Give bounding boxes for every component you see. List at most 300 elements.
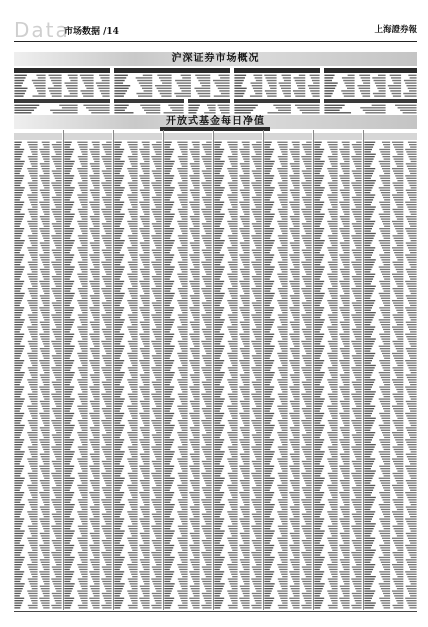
table-cell-text [53,252,62,253]
table-cell-text [80,530,88,531]
table-cell-text [14,242,23,243]
table-cell-text [53,372,61,373]
table-cell-text [156,523,162,524]
table-cell-text [164,362,173,363]
table-cell-text [114,415,123,416]
table-cell-text [182,312,187,313]
table-cell-text [278,473,288,474]
table-cell-text [78,526,88,527]
table-cell-text [204,518,212,519]
table-cell-text [231,348,238,349]
table-cell-text [92,432,100,433]
table-cell-text [264,535,272,536]
table-cell-text [182,550,187,551]
table-cell-text [44,146,50,147]
table-cell-text [164,326,171,327]
table-cell-text [243,185,249,186]
table-cell-text [127,406,137,407]
table-cell-text [214,581,220,582]
table-cell-text [244,346,249,347]
table-cell-text [164,494,173,495]
table-cell-text [78,578,88,579]
table-cell-text [164,391,172,392]
table-cell-text [214,569,219,570]
table-cell-text [189,149,199,150]
table-cell-text [53,278,62,279]
table-cell-text [32,418,37,419]
section-title: 市场数据 /14 [64,27,119,37]
table-cell-text [114,518,124,519]
table-cell-text [44,346,49,347]
table-cell-text [264,504,274,505]
table-cell-text [372,77,385,78]
table-cell-text [231,230,237,231]
table-cell-text [105,310,112,311]
table-cell-text [232,576,237,577]
table-cell-text [206,418,212,419]
table-cell-text [151,526,161,527]
table-cell-text [214,374,223,375]
table-cell-text [132,338,137,339]
table-cell-text [44,319,49,320]
table-cell-text [40,151,49,152]
table-cell-text [30,466,37,467]
table-cell-text [103,569,112,570]
table-cell-text [143,581,149,582]
table-cell-text [81,494,87,495]
table-cell-text [30,451,38,452]
table-cell-text [256,602,262,603]
table-cell-text [180,492,187,493]
table-cell-text [204,466,212,467]
table-cell-text [40,533,50,534]
table-cell-text [306,458,311,459]
table-cell-text [303,490,312,491]
table-cell-text [53,530,61,531]
table-cell-text [264,271,272,272]
table-cell-text [55,588,61,589]
table-cell-text [42,590,50,591]
table-cell-text [254,454,261,455]
table-cell-text [182,350,188,351]
table-cell-text [129,226,137,227]
table-cell-text [254,216,261,217]
table-cell-text [14,295,23,296]
table-cell-text [141,233,149,234]
table-cell-text [164,511,171,512]
table-cell-text [204,386,212,387]
table-cell-text [91,444,99,445]
table-cell-text [103,490,112,491]
table-cell-text [101,93,110,94]
table-cell-text [30,281,37,282]
table-cell-text [154,439,162,440]
table-cell-text [139,571,149,572]
table-cell-text [64,245,72,246]
table-cell-text [64,199,69,200]
table-cell-text [252,487,262,488]
table-cell-text [114,343,120,344]
table-cell-text [278,288,288,289]
table-cell-text [114,391,122,392]
table-cell-text [264,598,274,599]
table-cell-text [64,346,74,347]
table-cell-text [40,454,50,455]
table-cell-text [139,228,149,229]
table-cell-text [142,209,149,210]
table-cell-text [264,413,274,414]
table-cell-text [252,382,262,383]
table-cell-text [91,470,99,471]
table-cell-text [94,331,100,332]
table-cell-text [132,286,137,287]
table-cell-text [153,410,162,411]
table-cell-text [14,276,20,277]
table-cell-text [14,562,22,563]
table-cell-text [30,175,37,176]
table-cell-text [264,559,273,560]
table-cell-text [142,552,149,553]
table-cell-text [304,439,312,440]
table-cell-text [231,454,238,455]
table-cell-text [303,199,312,200]
table-cell-text [27,221,37,222]
table-cell-text [194,583,199,584]
table-cell-text [290,230,299,231]
table-cell-text [153,240,161,241]
table-cell-text [264,389,273,390]
table-cell-text [105,245,111,246]
table-cell-text [29,490,37,491]
table-cell-text [144,583,149,584]
table-cell-text [114,470,122,471]
table-cell-text [114,142,121,143]
table-cell-text [230,293,238,294]
table-cell-text [191,377,200,378]
table-cell-text [14,173,19,174]
table-cell-text [280,360,287,361]
table-cell-text [204,427,211,428]
table-cell-text [155,415,162,416]
table-cell-text [164,422,170,423]
table-cell-text [290,163,300,164]
table-cell-text [201,446,211,447]
table-cell-text [278,250,287,251]
table-cell-text [279,516,287,517]
table-cell-text [82,166,88,167]
table-cell-text [164,542,169,543]
table-cell-text [189,202,199,203]
table-cell-text [52,528,61,529]
table-cell-text [192,235,199,236]
table-cell-text [324,77,333,78]
table-cell-text [153,437,162,438]
table-cell-text [64,312,72,313]
table-cell-text [204,112,215,113]
table-cell-text [94,187,99,188]
table-cell-text [132,298,138,299]
table-cell-text [78,262,88,263]
table-cell-text [114,456,122,457]
table-cell-text [29,516,37,517]
table-cell-text [232,180,237,181]
table-cell-text [190,322,200,323]
table-cell-text [189,360,199,361]
table-cell-text [280,425,288,426]
table-cell-text [103,478,111,479]
table-cell-text [114,492,124,493]
table-cell-text [28,461,37,462]
table-cell-text [214,324,222,325]
table-cell-text [203,278,212,279]
table-cell-text [279,252,287,253]
table-cell-text [214,456,222,457]
table-cell-text [264,370,270,371]
table-cell-text [227,458,237,459]
table-cell-text [14,502,20,503]
table-cell-text [114,105,128,106]
table-cell-text [48,88,62,89]
table-cell-text [142,142,150,143]
table-cell-text [281,283,287,284]
table-cell-text [64,490,69,491]
table-cell-text [264,550,272,551]
table-cell-text [360,107,385,108]
table-cell-text [14,432,21,433]
table-cell-text [205,362,212,363]
table-cell-text [154,466,162,467]
table-cell-text [164,197,170,198]
table-cell-text [304,175,312,176]
table-cell-text [102,528,111,529]
table-cell-text [254,307,262,308]
table-cell-text [281,427,288,428]
table-cell-text [79,146,87,147]
table-cell-text [92,142,100,143]
table-cell-text [31,574,37,575]
table-cell-text [230,583,238,584]
table-cell-text [251,578,261,579]
table-cell-text [278,566,287,567]
table-cell-text [304,427,311,428]
table-cell-text [80,281,87,282]
table-cell-text [64,214,74,215]
table-cell-text [264,168,271,169]
table-cell-text [154,175,162,176]
table-cell-text [80,478,88,479]
table-cell-text [240,586,250,587]
table-cell-text [139,466,149,467]
table-cell-text [214,95,230,96]
table-cell-text [191,497,199,498]
table-cell-text [29,595,37,596]
table-cell-text [256,206,262,207]
table-cell-text [151,420,161,421]
table-cell-text [242,538,250,539]
table-cell-text [190,415,199,416]
table-cell-text [64,552,71,553]
table-cell-text [104,401,111,402]
table-cell-text [279,358,287,359]
table-cell-text [30,346,38,347]
table-cell-text [94,161,99,162]
table-cell-text [192,511,200,512]
table-cell-text [114,422,120,423]
table-cell-text [264,266,274,267]
table-cell-text [304,545,312,546]
table-cell-text [264,338,272,339]
table-cell-text [164,240,174,241]
table-cell-text [44,226,50,227]
table-cell-text [164,269,173,270]
table-cell-text [180,88,191,89]
table-cell-text [280,557,288,558]
table-cell-text [28,197,37,198]
table-cell-text [282,588,288,589]
table-cell-text [64,278,69,279]
table-cell-text [132,206,137,207]
table-cell-text [231,401,238,402]
table-cell-text [130,281,137,282]
table-cell-text [191,298,200,299]
table-cell-text [244,214,249,215]
table-cell-text [215,82,230,83]
table-cell-text [206,458,211,459]
table-cell-text [230,175,237,176]
table-cell-text [160,93,172,94]
table-cell-text [114,161,124,162]
table-cell-text [14,598,24,599]
table-cell-text [214,372,224,373]
table-cell-text [140,442,149,443]
table-cell-text [43,290,49,291]
table-cell-text [244,266,249,267]
table-cell-text [81,362,87,363]
table-cell-text [30,439,37,440]
table-cell-text [214,578,221,579]
table-cell-text [264,295,273,296]
table-cell-text [229,607,238,608]
table-cell-text [64,523,72,524]
table-cell-text [214,521,223,522]
table-cell-text [77,485,87,486]
table-cell-text [182,576,187,577]
table-cell-text [152,540,162,541]
table-cell-text [164,475,170,476]
table-cell-text [164,439,174,440]
table-cell-text [214,420,221,421]
table-cell-text [234,77,245,78]
table-cell-text [214,142,221,143]
table-cell-text [243,514,250,515]
table-cell-text [204,545,212,546]
table-cell-text [206,154,212,155]
table-cell-text [40,242,50,243]
table-cell-text [14,238,20,239]
table-cell-text [82,602,87,603]
table-cell-text [228,461,237,462]
table-cell-text [164,564,171,565]
table-cell-text [294,516,300,517]
table-cell-text [241,509,250,510]
table-cell-text [114,509,122,510]
table-cell-text [230,266,238,267]
table-cell-text [164,264,170,265]
table-cell-text [203,331,212,332]
table-cell-text [301,446,311,447]
table-cell-text [164,413,174,414]
table-cell-text [290,415,299,416]
table-cell-text [281,204,287,205]
table-cell-text [293,329,300,330]
table-cell-text [190,427,200,428]
table-cell-text [240,216,250,217]
table-cell-text [278,302,287,303]
table-cell-text [105,298,111,299]
table-cell-text [64,293,74,294]
table-cell-text [214,370,220,371]
table-cell-text [179,226,187,227]
table-cell-text [303,161,311,162]
table-cell-text [202,185,211,186]
table-cell-text [82,192,88,193]
table-cell-text [191,576,199,577]
table-cell-text [177,590,187,591]
table-cell-text [180,386,187,387]
table-cell-text [252,528,261,529]
table-cell-text [177,511,187,512]
table-cell-text [64,449,70,450]
table-cell-text [305,324,311,325]
table-cell-text [231,559,238,560]
table-cell-text [310,90,319,91]
sub-block-head-1 [14,99,110,103]
table-cell-text [43,382,50,383]
table-cell-text [242,590,250,591]
table-cell-text [181,257,187,258]
table-cell-text [264,307,274,308]
table-cell-text [130,240,138,241]
table-cell-text [153,490,162,491]
table-cell-text [214,211,220,212]
table-cell-text [28,434,37,435]
table-cell-text [243,607,249,608]
table-cell-text [214,163,223,164]
table-cell-text [190,547,199,548]
table-cell-text [78,487,87,488]
table-cell-text [206,286,212,287]
table-cell-text [128,209,138,210]
table-cell-text [114,250,120,251]
table-cell-text [264,269,273,270]
table-cell-text [153,161,161,162]
table-cell-text [56,576,62,577]
table-cell-text [179,278,187,279]
table-cell-text [131,178,137,179]
table-cell-text [264,485,271,486]
table-cell-text [114,336,123,337]
table-cell-text [114,214,124,215]
table-cell-text [144,214,149,215]
table-cell-text [214,336,223,337]
table-cell-text [264,454,273,455]
table-cell-text [193,540,200,541]
table-cell-text [44,425,49,426]
table-cell-text [56,326,61,327]
table-cell-text [94,463,100,464]
table-cell-text [81,480,88,481]
table-cell-text [244,425,249,426]
